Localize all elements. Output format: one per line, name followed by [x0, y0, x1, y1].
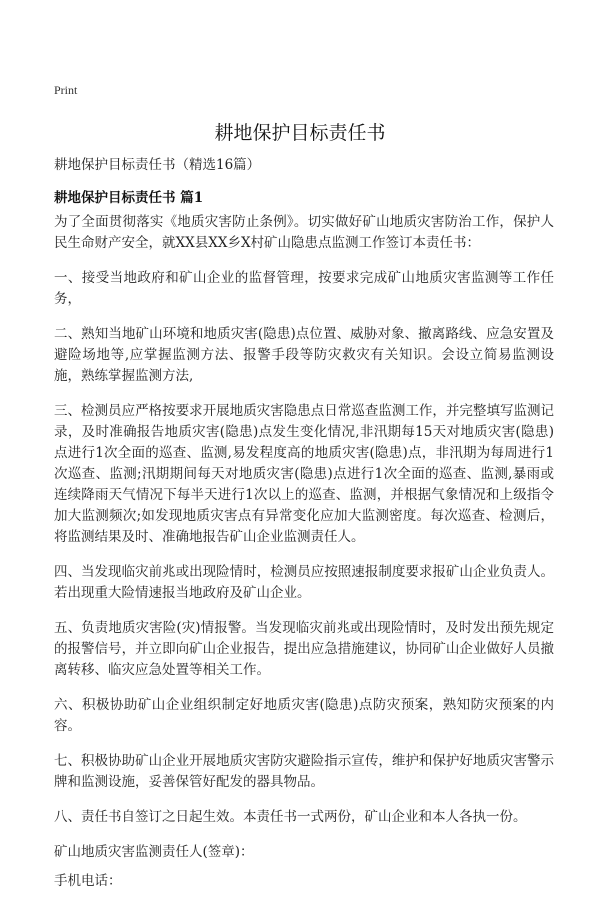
paragraph-item-3: 三、检测员应严格按要求开展地质灾害隐患点日常巡查监测工作，并完整填写监测记录，及时准确报告地质灾害(隐患)点发生变化情况,非汛期每15天对地质灾害(隐患)点进行1次全面的巡查、监测,易发程度高的地质灾害(隐患)点，非汛期为每周进行1次巡查、监测;汛期期间每天对地质灾害(隐患)点进行1次全面的巡查、监测,暴雨或连续降雨天气情况下每半天进行1次以上的巡查、监测，并根据气象情况和上级指令加大监测频次;如发现地质灾害点有异常变化应加大监测密度。每次巡查、检测后，将监测结果及时、准确地报告矿山企业监测责任人。: [54, 403, 554, 545]
section-heading: 耕地保护目标责任书 篇1: [54, 190, 204, 206]
paragraph-item-7: 七、积极协助矿山企业开展地质灾害防灾避险指示宣传，维护和保护好地质灾害警示牌和监测设施，妥善保管好配发的器具物品。: [54, 753, 554, 790]
paragraph-item-6: 六、积极协助矿山企业组织制定好地质灾害(隐患)点防灾预案，熟知防灾预案的内容。: [54, 697, 554, 734]
document-subtitle: 耕地保护目标责任书（精选16篇）: [54, 157, 261, 173]
document-title: 耕地保护目标责任书: [214, 122, 386, 144]
paragraph-intro: 为了全面贯彻落实《地质灾害防止条例》。切实做好矿山地质灾害防治工作，保护人民生命财产安全，就XX县XX乡X村矿山隐患点监测工作签订本责任书：: [54, 214, 554, 251]
paragraph-item-5: 五、负责地质灾害险(灾)情报警。当发现临灾前兆或出现险情时，及时发出预先规定的报警信号，并立即向矿山企业报告，提出应急措施建议，协同矿山企业做好人员撤离转移、临灾应急处置等相关工作。: [54, 620, 554, 678]
document-body: [54, 212, 554, 906]
paragraph-item-4: 四、当发现临灾前兆或出现险情时，检测员应按照速报制度要求报矿山企业负责人。若出现重大险情速报当地政府及矿山企业。: [54, 564, 554, 601]
print-label: Print: [54, 83, 78, 97]
paragraph-item-8: 八、责任书自签订之日起生效。本责任书一式两份，矿山企业和本人各执一份。: [54, 809, 527, 825]
paragraph-item-2: 二、熟知当地矿山环境和地质灾害(隐患)点位置、威胁对象、撤离路线、应急安置及避险场地等,应掌握监测方法、报警手段等防灾救灾有关知识。会设立简易监测设施，熟练掌握监测方法,: [54, 326, 554, 384]
paragraph-item-1: 一、接受当地政府和矿山企业的监督管理，按要求完成矿山地质灾害监测等工作任务，: [54, 270, 554, 307]
phone-line: 手机电话：: [54, 873, 122, 889]
signature-line: 矿山地质灾害监测责任人(签章)：: [54, 844, 254, 860]
